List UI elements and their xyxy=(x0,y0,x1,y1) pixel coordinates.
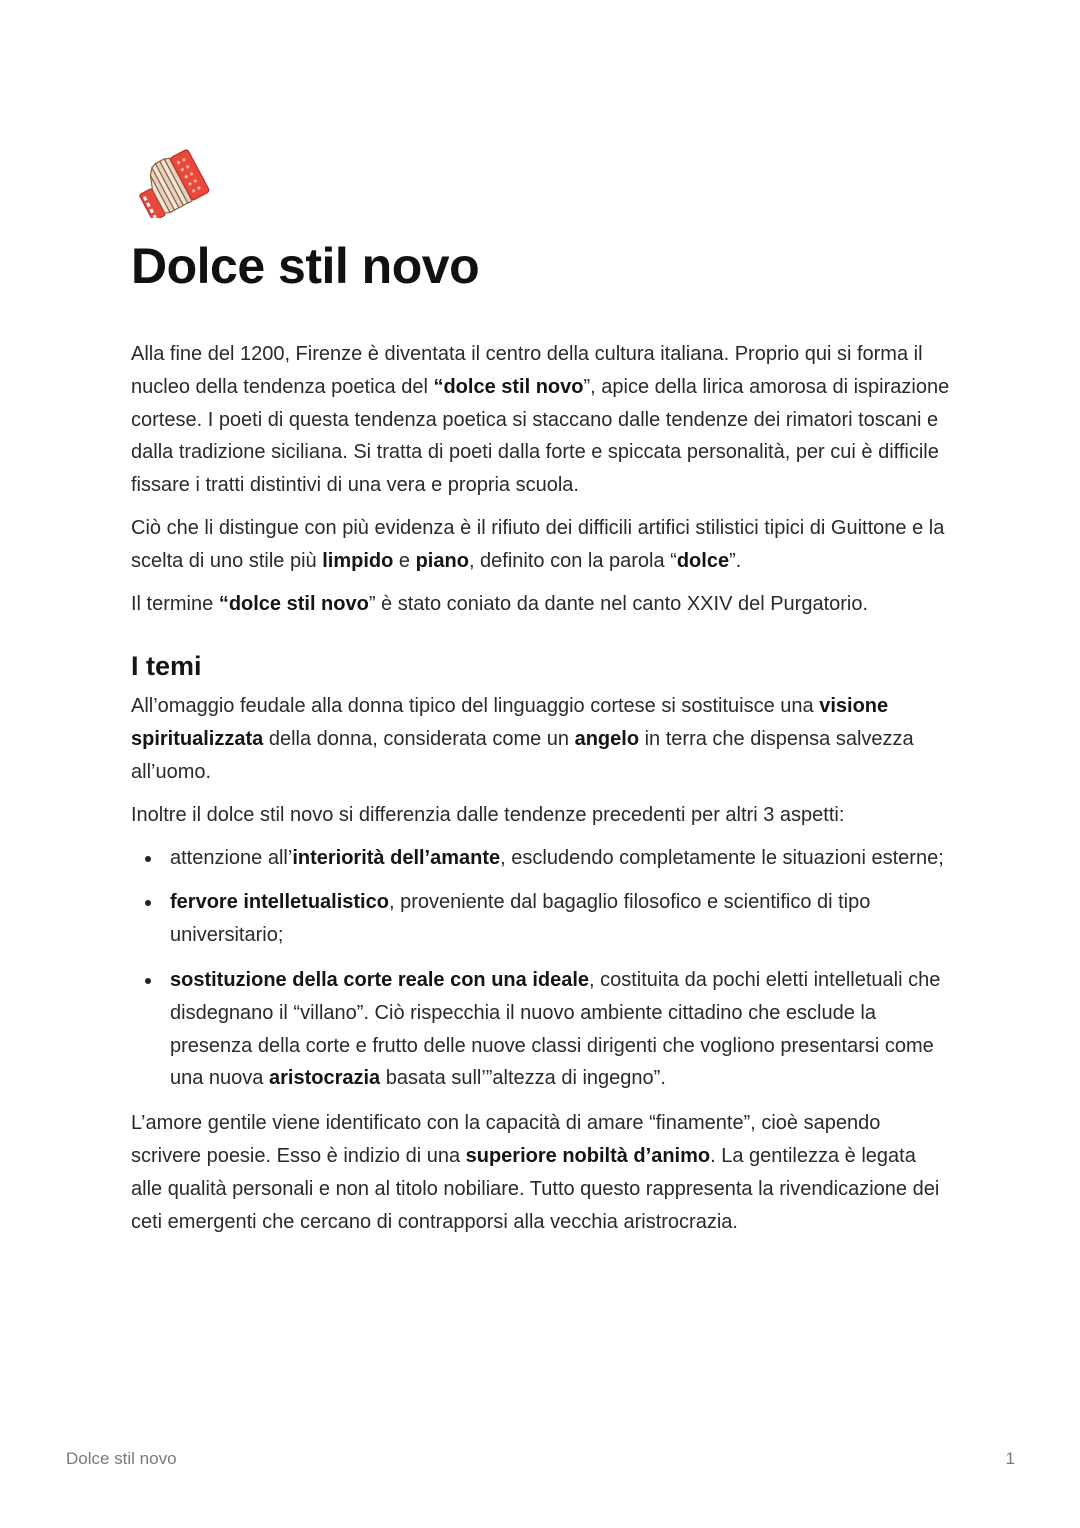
text-run: All’omaggio feudale alla donna tipico del linguaggio cortese si sostituisce una xyxy=(131,695,820,718)
text-run: della donna, considerata come un xyxy=(263,728,575,751)
temi-paragraph-2: Inoltre il dolce stil novo si differenzia dalle tendenze precedenti per altri 3 aspetti: xyxy=(131,803,845,826)
footer-doc-title: Dolce stil novo xyxy=(66,1449,177,1468)
section-heading-temi: I temi xyxy=(131,651,202,682)
text-run: , costituita da pochi eletti intelletuali che disdegnano il “villano”. Ciò rispecchia il nuovo ambiente cittadino che esclude la presenza della corte e frutto delle nuove classi dirigenti che vogliono presentarsi come una nuova xyxy=(170,968,941,1090)
text-run: attenzione all’ xyxy=(170,846,293,869)
bold-text: visione spiritualizzata xyxy=(131,695,889,751)
bullet-icon xyxy=(145,856,151,862)
bold-text: fervore intelletualistico xyxy=(170,891,389,914)
text-run: . La gentilezza è legata alle qualità personali e non al titolo nobiliare. Tutto questo rappresenta la rivendicazione dei ceti emergenti che cercano di contrapporsi alla vecchia aristrocrazia. xyxy=(131,1144,940,1233)
bold-text: aristocrazia xyxy=(268,1067,381,1090)
aspects-list xyxy=(131,842,951,1096)
temi-section xyxy=(131,690,951,1238)
text-run: ”. xyxy=(729,549,742,572)
bold-text: sostituzione della corte reale con una ideale xyxy=(170,968,590,991)
text-run: , proveniente dal bagaglio filosofico e scientifico di tipo universitario; xyxy=(170,891,871,947)
text-run: Ciò che li distingue con più evidenza è il rifiuto dei difficili artifici stilistici tipici di Guittone e la scelta di uno stile più xyxy=(131,516,945,572)
bold-text: interiorità dell’amante xyxy=(292,846,501,869)
intro-paragraph-2 xyxy=(131,512,951,578)
intro-section xyxy=(131,338,951,620)
page-title: Dolce stil novo xyxy=(131,238,480,294)
list-item xyxy=(131,886,951,952)
bold-text: angelo xyxy=(574,728,640,751)
text-run: basata sull’”altezza di ingegno”. xyxy=(380,1067,666,1090)
text-run: Il termine xyxy=(131,592,219,615)
temi-paragraph-3 xyxy=(131,1107,951,1238)
text-run: in terra che dispensa salvezza all’uomo. xyxy=(131,728,914,783)
document-page xyxy=(131,148,951,1248)
intro-paragraph-1 xyxy=(131,338,951,502)
text-run: L’amore gentile viene identificato con la capacità di amare “finamente”, cioè sapendo scrivere poesie. Esso è indizio di una xyxy=(131,1112,881,1167)
text-run: ” è stato coniato da dante nel canto XXIV del Purgatorio. xyxy=(368,592,869,615)
list-item xyxy=(131,964,951,1095)
footer-page-number: 1 xyxy=(1005,1449,1015,1468)
temi-paragraph-1 xyxy=(131,690,951,788)
accordion-icon xyxy=(133,148,213,218)
bold-text: “dolce stil novo xyxy=(433,375,584,398)
text-run: ”, apice della lirica amorosa di ispirazione cortese. I poeti di questa tendenza poetica si staccano dalle tendenze dei rimatori toscani e dalla tradizione siciliana. Si tratta di poeti dalla forte e spiccata personalità, per cui è difficile fissare i tratti distintivi di una vera e propria scuola. xyxy=(131,375,950,497)
text-run: Alla fine del 1200, Firenze è diventata il centro della cultura italiana. Proprio qui si forma il nucleo della tendenza poetica del xyxy=(131,343,923,398)
text-run: e xyxy=(393,549,416,572)
list-item xyxy=(131,842,951,875)
bullet-icon xyxy=(145,900,151,906)
bold-text: dolce xyxy=(676,549,730,572)
bold-text: “dolce stil novo xyxy=(218,592,369,615)
intro-paragraph-3 xyxy=(131,588,951,621)
text-run: , escludendo completamente le situazioni esterne; xyxy=(500,846,944,869)
text-run: , definito con la parola “ xyxy=(468,549,677,572)
bold-text: limpido xyxy=(322,549,394,572)
bold-text: piano xyxy=(415,549,469,572)
bullet-icon xyxy=(145,978,151,984)
bold-text: superiore nobiltà d’animo xyxy=(465,1144,711,1167)
